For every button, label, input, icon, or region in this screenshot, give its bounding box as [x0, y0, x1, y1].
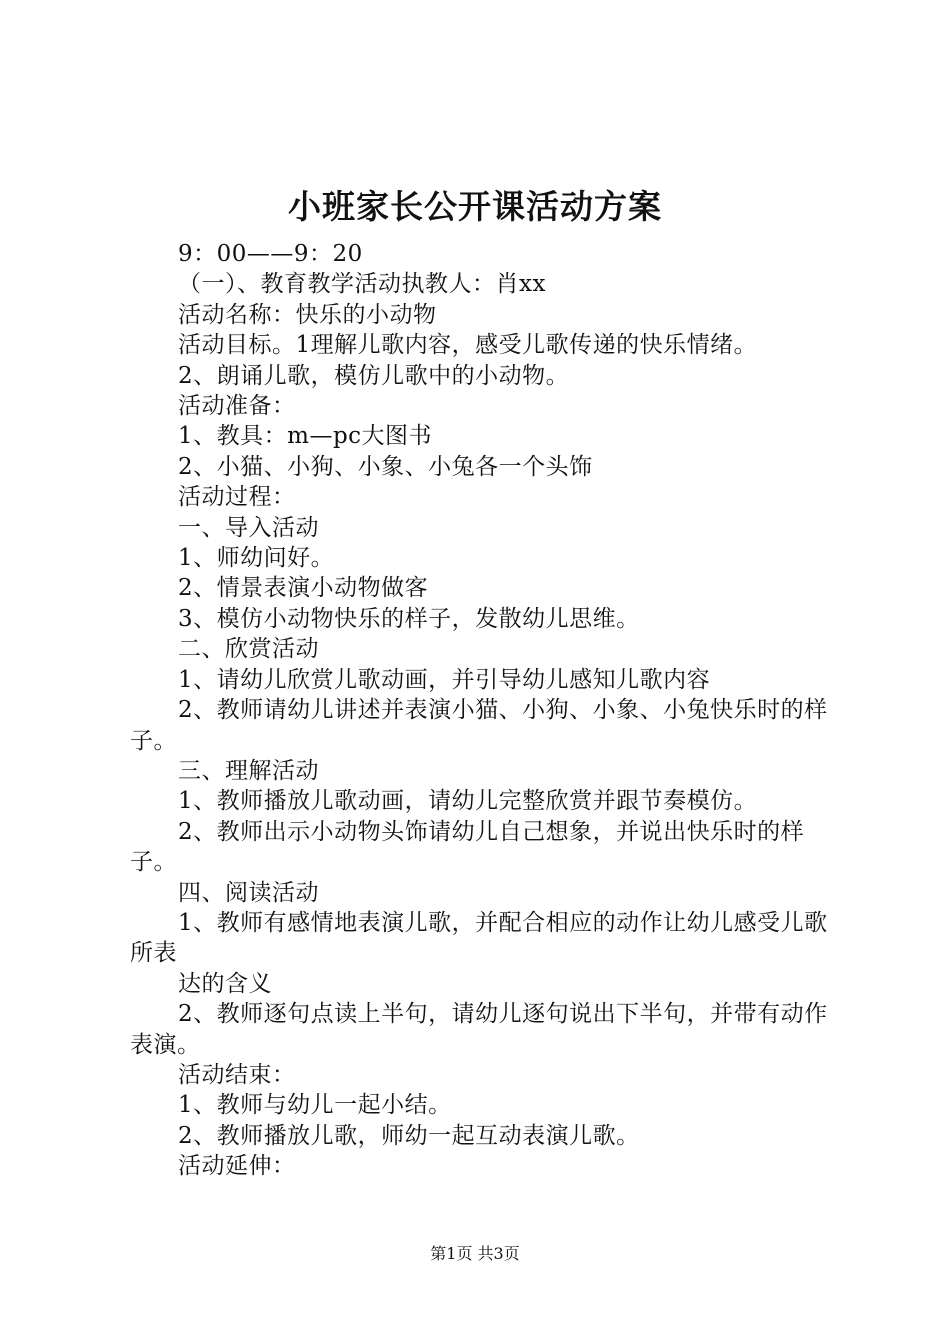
paragraph: 2、小猫、小狗、小象、小兔各一个头饰: [178, 453, 593, 480]
paragraph: 1、教师有感情地表演儿歌，并配合相应的动作让幼儿感受儿歌所表: [130, 909, 828, 967]
paragraph: 1、教师播放儿歌动画，请幼儿完整欣赏并跟节奏模仿。: [178, 788, 758, 815]
paragraph: 2、教师逐句点读上半句，请幼儿逐句说出下半句，并带有动作表演。: [130, 1001, 828, 1058]
document-title: 小班家长公开课活动方案: [288, 187, 662, 226]
document-body: [130, 239, 832, 1182]
paragraph: 1、教师与幼儿一起小结。: [178, 1092, 452, 1119]
paragraph: 达的含义: [178, 970, 272, 997]
paragraph: 3、模仿小动物快乐的样子，发散幼儿思维。: [178, 605, 640, 632]
paragraph: 1、教具：m—pc大图书: [178, 423, 433, 450]
paragraph: 活动延伸：: [178, 1153, 296, 1180]
paragraph: 活动结束：: [178, 1061, 296, 1088]
page-footer: 第1页 共3页: [430, 1244, 520, 1263]
paragraph: 三、理解活动: [178, 757, 319, 784]
paragraph: 活动准备：: [178, 393, 296, 420]
paragraph: （一）、教育教学活动执教人：肖xx: [178, 271, 546, 298]
paragraph: 活动过程：: [178, 484, 296, 511]
paragraph: 9：00——9：20: [178, 241, 363, 267]
paragraph: 2、朗诵儿歌，模仿儿歌中的小动物。: [178, 362, 570, 389]
paragraph: 二、欣赏活动: [178, 636, 319, 663]
paragraph: 2、教师播放儿歌，师幼一起互动表演儿歌。: [178, 1122, 640, 1149]
paragraph: 四、阅读活动: [178, 879, 319, 906]
paragraph: 1、请幼儿欣赏儿歌动画，并引导幼儿感知儿歌内容: [178, 666, 711, 693]
paragraph: 一、导入活动: [178, 514, 319, 541]
paragraph: 活动名称：快乐的小动物: [178, 301, 437, 328]
paragraph: 2、情景表演小动物做客: [178, 575, 429, 602]
paragraph: 2、教师出示小动物头饰请幼儿自己想象，并说出快乐时的样子。: [130, 818, 805, 876]
paragraph: 2、教师请幼儿讲述并表演小猫、小狗、小象、小兔快乐时的样子。: [130, 697, 828, 754]
paragraph: 1、师幼问好。: [178, 545, 335, 572]
paragraph: 活动目标。1理解儿歌内容，感受儿歌传递的快乐情绪。: [178, 332, 758, 359]
